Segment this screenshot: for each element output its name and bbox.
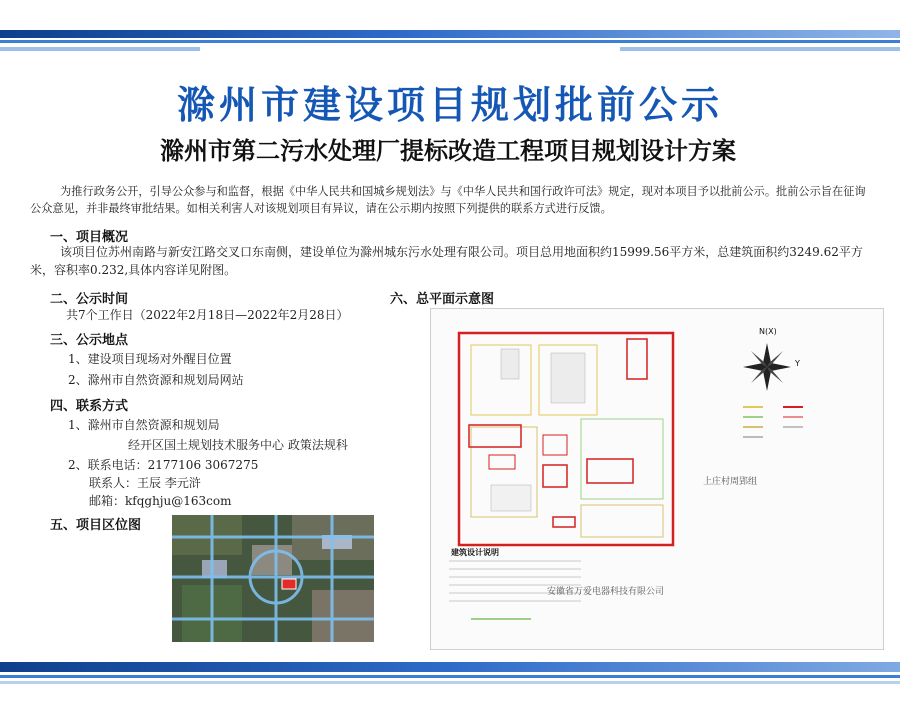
site-plan-graphic bbox=[431, 309, 883, 649]
time-heading: 二、公示时间 bbox=[50, 292, 129, 307]
top-banner-line bbox=[0, 40, 900, 43]
location-heading: 五、项目区位图 bbox=[50, 518, 142, 533]
top-banner-accent-left bbox=[0, 47, 200, 51]
contact-org: 1、滁州市自然资源和规划局 bbox=[68, 418, 220, 432]
location-satellite-map bbox=[172, 515, 374, 642]
page-title: 滁州市建设项目规划批前公示 bbox=[176, 83, 723, 127]
company-label: 安徽省万爱电器科技有限公司 bbox=[547, 587, 665, 597]
top-banner-stripe bbox=[0, 30, 900, 38]
overview-text: 该项目位苏州南路与新安江路交叉口东南侧，建设单位为滁州城东污水处理有限公司。项目总用地面积约15999.56平方米，总建筑面积约3249.62平方米，容积率0.232,具体内容详见附图。 bbox=[30, 245, 863, 277]
contact-phone: 2、联系电话：2177106 3067275 bbox=[68, 458, 259, 472]
project-subtitle: 滁州市第二污水处理厂提标改造工程项目规划设计方案 bbox=[160, 137, 736, 165]
contact-person: 联系人：王辰 李元浒 bbox=[89, 476, 201, 490]
design-notes-title: 建筑设计说明 bbox=[451, 547, 499, 557]
place-heading: 三、公示地点 bbox=[50, 333, 129, 348]
village-label: 上庄村周郢组 bbox=[703, 477, 758, 487]
compass-y-label: Y bbox=[795, 359, 800, 368]
bottom-banner-stripe bbox=[0, 662, 900, 672]
site-plan-drawing bbox=[430, 308, 884, 650]
plan-heading: 六、总平面示意图 bbox=[390, 292, 495, 307]
time-text: 共7个工作日（2022年2月18日—2022年2月28日） bbox=[66, 308, 349, 322]
contact-heading: 四、联系方式 bbox=[50, 399, 129, 414]
overview-heading: 一、项目概况 bbox=[50, 230, 129, 245]
intro-paragraph: 为推行政务公开，引导公众参与和监督，根据《中华人民共和国城乡规划法》与《中华人民共和国行政许可法》规定，现对本项目予以批前公示。批前公示旨在征询公众意见，并非最终审批结果。如相关利害人对该规划项目有异议，请在公示期内按照下列提供的联系方式进行反馈。 bbox=[30, 185, 866, 215]
bottom-banner-line bbox=[0, 675, 900, 678]
satellite-map-graphic bbox=[172, 515, 374, 642]
place-item-2: 2、滁州市自然资源和规划局网站 bbox=[68, 373, 244, 387]
top-banner-accent-right bbox=[620, 47, 900, 51]
contact-email: 邮箱：kfqghju@163com bbox=[89, 494, 232, 508]
place-item-1: 1、建设项目现场对外醒目位置 bbox=[68, 352, 232, 366]
compass-rose-icon bbox=[743, 343, 791, 391]
compass-north-label: N(X) bbox=[759, 327, 777, 336]
bottom-banner-accent bbox=[0, 681, 900, 684]
contact-dept: 经开区国土规划技术服务中心 政策法规科 bbox=[128, 438, 348, 452]
plan-legend bbox=[743, 407, 803, 437]
